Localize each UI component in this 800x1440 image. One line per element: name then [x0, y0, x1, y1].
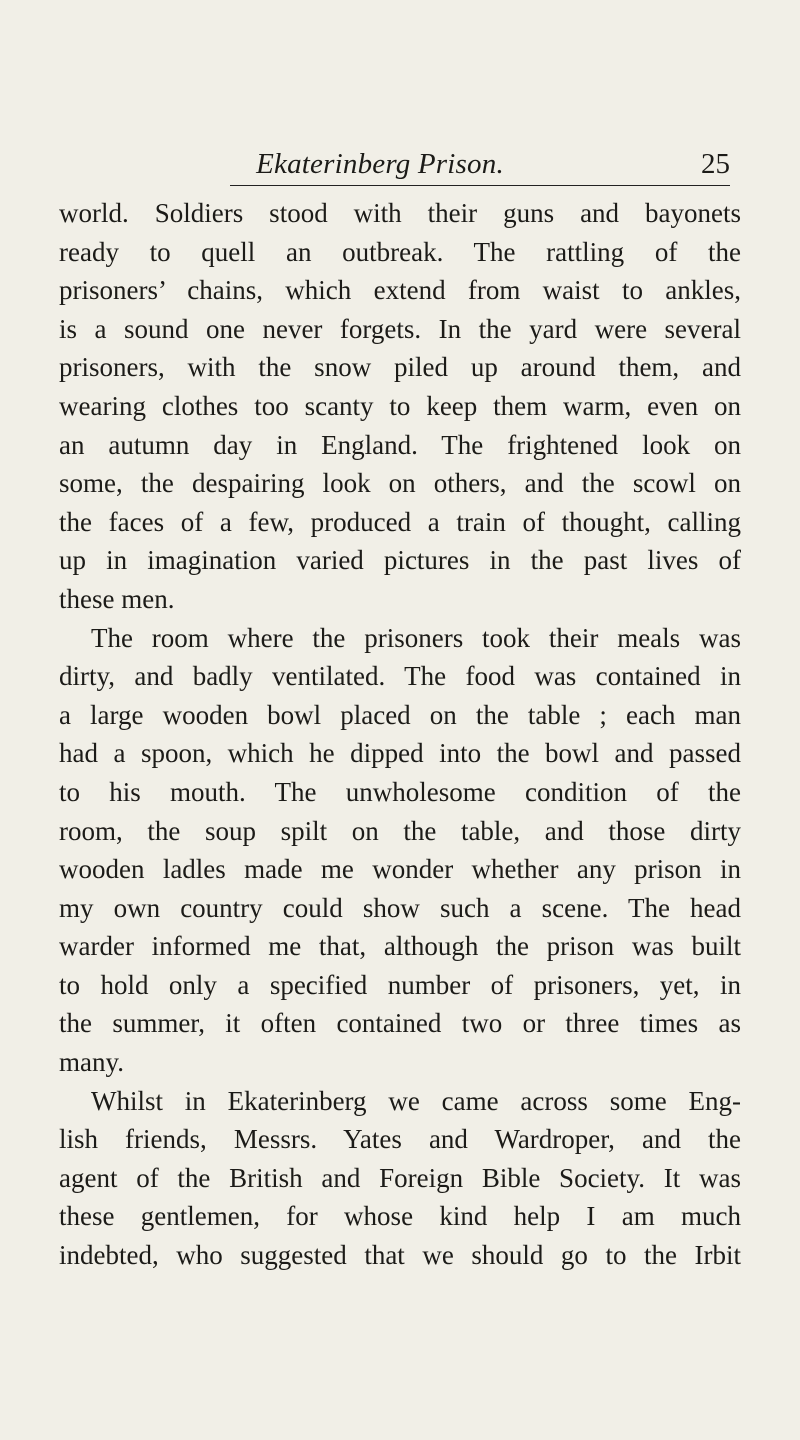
header-rule	[230, 185, 730, 186]
body-text	[59, 194, 741, 1275]
text-line: many.	[59, 1047, 124, 1078]
text-line: the summer, it often contained two or three times as	[59, 1008, 741, 1039]
text-line: my own country could show such a scene. The head	[59, 892, 741, 923]
text-line: had a spoon, which he dipped into the bowl and passed	[59, 738, 741, 769]
paragraph-start-line: Whilst in Ekaterinberg we came across some Eng-	[91, 1085, 741, 1116]
text-line: ready to quell an outbreak. The rattling of the	[59, 236, 741, 267]
paragraph-start-line: The room where the prisoners took their meals was	[91, 622, 741, 653]
text-line: warder informed me that, although the prison was built	[59, 931, 741, 962]
text-line: agent of the British and Foreign Bible Society. It was	[59, 1162, 741, 1193]
text-line: a large wooden bowl placed on the table ; each man	[59, 699, 741, 730]
text-line: room, the soup spilt on the table, and those dirty	[59, 815, 741, 846]
text-line: wearing clothes too scanty to keep them warm, even on	[59, 390, 741, 421]
text-line: wooden ladles made me wonder whether any prison in	[59, 854, 741, 885]
text-line: an autumn day in England. The frightened look on	[59, 429, 741, 460]
text-line: lish friends, Messrs. Yates and Wardroper, and the	[59, 1124, 741, 1155]
text-line: the faces of a few, produced a train of thought, calling	[59, 506, 741, 537]
running-head	[230, 148, 730, 188]
text-line: to hold only a specified number of prisoners, yet, in	[59, 969, 741, 1000]
page-number: 25	[701, 148, 730, 180]
text-line: up in imagination varied pictures in the past lives of	[59, 545, 741, 576]
text-line: these gentlemen, for whose kind help I am much	[59, 1201, 741, 1232]
text-line: these men.	[59, 583, 175, 614]
text-line: is a sound one never forgets. In the yard were several	[59, 313, 741, 344]
text-line: prisoners, with the snow piled up around them, and	[59, 352, 741, 383]
text-line: to his mouth. The unwholesome condition of the	[59, 776, 741, 807]
text-line: indebted, who suggested that we should go to the Irbit	[59, 1240, 741, 1271]
text-line: world. Soldiers stood with their guns and bayonets	[59, 198, 741, 228]
text-line: prisoners’ chains, which extend from waist to ankles,	[59, 275, 741, 306]
running-title: Ekaterinberg Prison.	[256, 148, 504, 180]
text-line: dirty, and badly ventilated. The food was contained in	[59, 661, 741, 692]
text-line: some, the despairing look on others, and the scowl on	[59, 468, 741, 499]
